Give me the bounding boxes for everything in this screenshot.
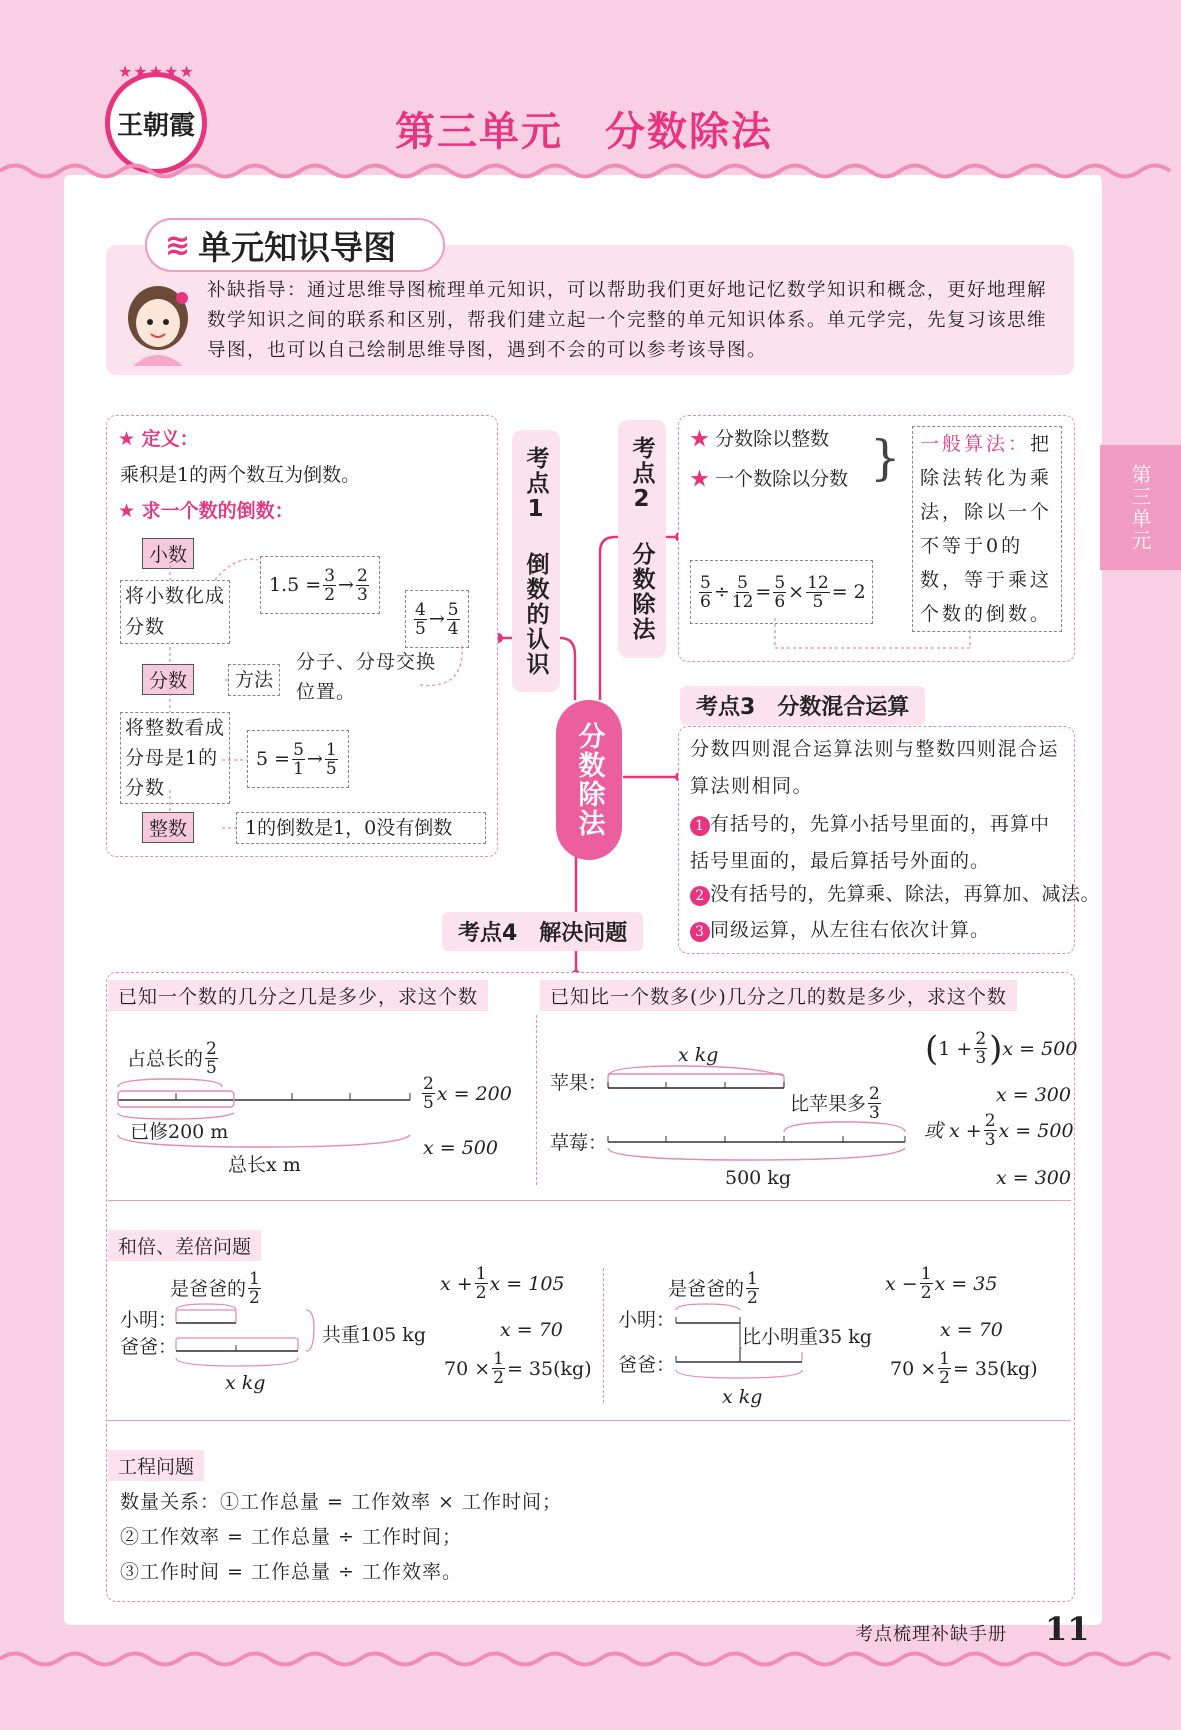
p3r-e3-frac bbox=[938, 1350, 951, 1387]
p1-top-n: 2 bbox=[206, 1039, 217, 1059]
tag-decimal: 小数 bbox=[142, 538, 194, 569]
kp2-e-d: 5 bbox=[812, 591, 824, 612]
page-title: 第三单元 分数除法 bbox=[395, 109, 773, 155]
p3l-e1 bbox=[440, 1265, 565, 1302]
p3l-e3-d: 2 bbox=[493, 1368, 504, 1388]
p2-more-d: 3 bbox=[869, 1103, 880, 1123]
p1-top-d: 5 bbox=[206, 1058, 217, 1078]
arrow-icon: → bbox=[338, 574, 354, 596]
paren-close: ) bbox=[989, 1028, 1003, 1069]
p3l-e1-pre: x + bbox=[440, 1272, 473, 1295]
divider-horizontal-1 bbox=[108, 1200, 1071, 1201]
p2-eqA-n: 2 bbox=[975, 1029, 987, 1049]
p2-kg500: 500 kg bbox=[725, 1167, 791, 1189]
p3l-is-text: 是爸爸的 bbox=[170, 1277, 247, 1300]
p2-title: 已知比一个数多(少)几分之几的数是多少，求这个数 bbox=[540, 980, 1017, 1011]
ex3-n1: 5 bbox=[293, 739, 304, 760]
p3l-e1-d: 2 bbox=[475, 1283, 487, 1303]
decimal-to-fraction: 将小数化成分数 bbox=[120, 580, 230, 644]
ex2-d1: 5 bbox=[415, 618, 426, 639]
kp2-b-d: 12 bbox=[731, 591, 754, 612]
p2-more-frac bbox=[868, 1085, 881, 1122]
integer-to-fraction: 将整数看成分母是1的分数 bbox=[120, 712, 230, 804]
p3l-n: 1 bbox=[249, 1269, 260, 1289]
center-label: 分数除法 bbox=[573, 722, 605, 838]
p3r-e3 bbox=[890, 1350, 1038, 1387]
p1-eq1-frac bbox=[422, 1075, 435, 1112]
kp2-label: 考点2 分数除法 bbox=[618, 420, 666, 658]
p1-eq1-n: 2 bbox=[423, 1074, 434, 1094]
p2-more bbox=[790, 1085, 883, 1122]
number-badge-3: 3 bbox=[690, 922, 710, 942]
ex3-d1: 1 bbox=[293, 758, 304, 779]
intro-text: 补缺指导：通过思维导图梳理单元知识，可以帮助我们更好地记忆数学知识和概念，更好地理解数学知识之间的联系和区别，帮我们建立起一个完整的单元知识体系。单元学完，先复习该思维导图，也可以自己绘制思维导图，遇到不会的可以参考该导图。 bbox=[207, 280, 1048, 361]
p2-straw: 草莓： bbox=[550, 1132, 608, 1154]
p2-eqC-pre: 或 x + bbox=[924, 1119, 982, 1142]
p1-eq2: x = 500 bbox=[423, 1137, 498, 1159]
star-icon: ★ bbox=[118, 428, 136, 450]
p3l-d: 2 bbox=[249, 1288, 260, 1308]
ex3-d2: 5 bbox=[325, 758, 337, 779]
logo-text: 王朝霞 bbox=[116, 110, 195, 141]
tag-integer: 整数 bbox=[142, 812, 194, 843]
kp2-item1-text: 分数除以整数 bbox=[715, 428, 830, 450]
p1-top-frac bbox=[205, 1040, 218, 1077]
p3r-e1-frac bbox=[920, 1265, 933, 1302]
tag-fraction: 分数 bbox=[142, 664, 194, 695]
side-tab-label: 第三单元 bbox=[1128, 463, 1152, 552]
integer-text: 1的倒数是1，0没有倒数 bbox=[236, 812, 486, 844]
p3r-is-text: 是爸爸的 bbox=[668, 1277, 745, 1300]
p3r-e2: x = 70 bbox=[940, 1319, 1003, 1341]
menu-lines-icon: ≋ bbox=[165, 227, 191, 263]
p3l-e1-frac bbox=[475, 1265, 488, 1302]
ex2-n1: 4 bbox=[415, 599, 426, 620]
arrow-icon: → bbox=[306, 748, 323, 770]
p3l-e3-frac bbox=[492, 1350, 505, 1387]
kp4-label: 考点4 解决问题 bbox=[442, 912, 643, 951]
p3l-total: 共重105 kg bbox=[322, 1324, 426, 1346]
p3r-diff: 比小明重35 kg bbox=[742, 1322, 872, 1352]
p1-eq1 bbox=[420, 1075, 512, 1112]
kp2-e-n: 12 bbox=[807, 572, 829, 593]
paren-open: ( bbox=[925, 1028, 939, 1069]
p3l-dad: 爸爸： bbox=[120, 1336, 178, 1358]
p2-eqD: x = 300 bbox=[996, 1167, 1071, 1189]
p2-eqC-d: 3 bbox=[984, 1130, 996, 1150]
p2-eqA-d: 3 bbox=[975, 1048, 987, 1068]
kp2-mul: × bbox=[788, 581, 805, 603]
divider-vertical-2 bbox=[603, 1268, 604, 1403]
p2-more-n: 2 bbox=[869, 1084, 880, 1104]
p2-more-text: 比苹果多 bbox=[790, 1092, 867, 1115]
kp3-rule-1-text: 有括号的，先算小括号里面的，再算中括号里面的，最后算括号外面的。 bbox=[690, 813, 1051, 872]
p3l-e3 bbox=[444, 1350, 592, 1387]
kp2-div: ÷ bbox=[713, 581, 730, 603]
ex2-n2: 5 bbox=[447, 599, 459, 620]
kp2-a-n: 5 bbox=[700, 572, 711, 593]
p3r-e1-d: 2 bbox=[920, 1283, 932, 1303]
kp3-label: 考点3 分数混合运算 bbox=[680, 686, 925, 725]
kp2-arrow bbox=[0, 0, 1181, 700]
p2-eqA-tail: x = 500 bbox=[1002, 1037, 1078, 1060]
logo-stars: ★★★★★ bbox=[118, 62, 195, 81]
p2-eqC-frac bbox=[984, 1112, 997, 1149]
kp2-a-d: 6 bbox=[700, 591, 711, 612]
ex1-left: 1.5 = bbox=[269, 574, 322, 596]
p2-xkg: x kg bbox=[678, 1044, 719, 1066]
p2-eqC-n: 2 bbox=[984, 1111, 996, 1131]
ex2-d2: 4 bbox=[447, 618, 459, 639]
p3r-e3-d: 2 bbox=[939, 1368, 950, 1388]
p3l-xkg: x kg bbox=[225, 1372, 266, 1394]
number-badge-2: 2 bbox=[690, 886, 710, 906]
p1-top bbox=[127, 1040, 220, 1077]
p3r-e1 bbox=[885, 1265, 997, 1302]
p3r-e3-n: 1 bbox=[939, 1349, 950, 1369]
kp2-c-n: 5 bbox=[774, 572, 786, 593]
p3r-ming: 小明： bbox=[618, 1309, 676, 1331]
page-number: 11 bbox=[1045, 1610, 1090, 1648]
kp2-brace: } bbox=[870, 430, 901, 486]
kp2-res: = 2 bbox=[831, 581, 866, 603]
number-badge-1: 1 bbox=[690, 816, 710, 836]
p3r-e3-tail: = 35(kg) bbox=[952, 1357, 1038, 1380]
kp3-rule-3 bbox=[690, 915, 990, 945]
p1-eq1-d: 5 bbox=[423, 1093, 434, 1113]
p3-title: 和倍、差倍问题 bbox=[108, 1230, 261, 1261]
kp1-def-title-text: 定义： bbox=[141, 428, 199, 450]
divider-vertical bbox=[536, 1015, 537, 1185]
intro-heading: 单元知识导图 bbox=[198, 227, 397, 267]
ex3-left: 5 = bbox=[256, 748, 291, 770]
star-icon: ★ bbox=[690, 428, 710, 450]
method-text: 分子、分母交换位置。 bbox=[296, 651, 437, 703]
star-icon: ★ bbox=[690, 468, 710, 490]
p2-eqA bbox=[925, 1030, 1077, 1067]
p4-line-2: ②工作效率 = 工作总量 ÷ 工作时间； bbox=[120, 1526, 462, 1548]
kp2-item2-text: 一个数除以分数 bbox=[715, 468, 849, 490]
p3l-e1-tail: x = 105 bbox=[489, 1272, 565, 1295]
ex1-d1: 2 bbox=[324, 584, 336, 605]
p3r-e3-pre: 70 × bbox=[890, 1357, 937, 1380]
ex1-n2: 2 bbox=[356, 565, 368, 586]
kp1-def-text: 乘积是1的两个数互为倒数。 bbox=[120, 464, 361, 486]
p3l-e3-tail: = 35(kg) bbox=[506, 1357, 592, 1380]
p3l-e3-pre: 70 × bbox=[444, 1357, 491, 1380]
p1-total: 总长x m bbox=[228, 1154, 301, 1176]
p4-title: 工程问题 bbox=[108, 1450, 204, 1481]
divider-horizontal-2 bbox=[108, 1420, 1071, 1421]
p2-eqC bbox=[924, 1112, 1074, 1149]
kp2-rule-title: 一般算法： bbox=[920, 433, 1031, 455]
p3l-e1-n: 1 bbox=[475, 1264, 487, 1284]
star-icon: ★ bbox=[118, 500, 136, 522]
kp2-b-n: 5 bbox=[737, 572, 748, 593]
ex3-n2: 1 bbox=[325, 739, 337, 760]
arrow-icon: → bbox=[428, 608, 445, 630]
ex1-d2: 3 bbox=[356, 584, 368, 605]
p3l-ming: 小明： bbox=[120, 1309, 178, 1331]
p3r-xkg: x kg bbox=[722, 1386, 763, 1408]
p3r-e1-pre: x − bbox=[885, 1272, 918, 1295]
kp2-rule-text: 把除法转化为乘法，除以一个不等于0的数，等于乘这个数的倒数。 bbox=[920, 433, 1053, 625]
p2-eqA-pre: 1 + bbox=[938, 1037, 973, 1060]
kp1-label: 考点1 倒数的认识 bbox=[512, 430, 560, 692]
kp3-rule-2-text: 没有括号的，先算乘、除法，再算加、减法。 bbox=[710, 883, 1101, 905]
p3l-e3-n: 1 bbox=[493, 1349, 504, 1369]
kp1-how-title-text: 求一个数的倒数： bbox=[141, 500, 294, 522]
method-label: 方法 bbox=[228, 664, 280, 696]
p1-done: 已修200 m bbox=[130, 1121, 229, 1143]
kp3-rule-3-text: 同级运算，从左往右依次计算。 bbox=[710, 919, 991, 941]
footer-text: 考点梳理补缺手册 bbox=[855, 1624, 1007, 1645]
kp3-intro: 分数四则混合运算法则与整数四则混合运算法则相同。 bbox=[690, 738, 1060, 797]
kp3-rule-2 bbox=[690, 879, 1100, 909]
ex1-n1: 3 bbox=[324, 565, 336, 586]
p3r-d: 2 bbox=[747, 1288, 758, 1308]
p1-top-text: 占总长的 bbox=[127, 1047, 204, 1070]
p2-eqC-tail: x = 500 bbox=[998, 1119, 1074, 1142]
p1-eq1-tail: x = 200 bbox=[436, 1082, 512, 1105]
kp2-c-d: 6 bbox=[774, 591, 786, 612]
kp2-eq: = bbox=[755, 581, 772, 603]
footer-wave bbox=[0, 1648, 1181, 1670]
p2-apple: 苹果： bbox=[550, 1072, 608, 1094]
p3r-e1-n: 1 bbox=[920, 1264, 932, 1284]
p2-eqA-frac bbox=[974, 1030, 987, 1067]
p4-line-3: ③工作时间 = 工作总量 ÷ 工作效率。 bbox=[120, 1561, 462, 1583]
p4-line-1: 数量关系：①工作总量 = 工作效率 × 工作时间； bbox=[120, 1491, 562, 1513]
p2-eqB: x = 300 bbox=[996, 1084, 1071, 1106]
p3r-n: 1 bbox=[747, 1269, 758, 1289]
p3l-e2: x = 70 bbox=[500, 1319, 563, 1341]
p3r-dad: 爸爸： bbox=[618, 1354, 676, 1376]
p3r-e1-tail: x = 35 bbox=[934, 1272, 998, 1295]
kp3-rule-1 bbox=[690, 806, 1068, 880]
p1-title: 已知一个数的几分之几是多少，求这个数 bbox=[108, 980, 488, 1011]
